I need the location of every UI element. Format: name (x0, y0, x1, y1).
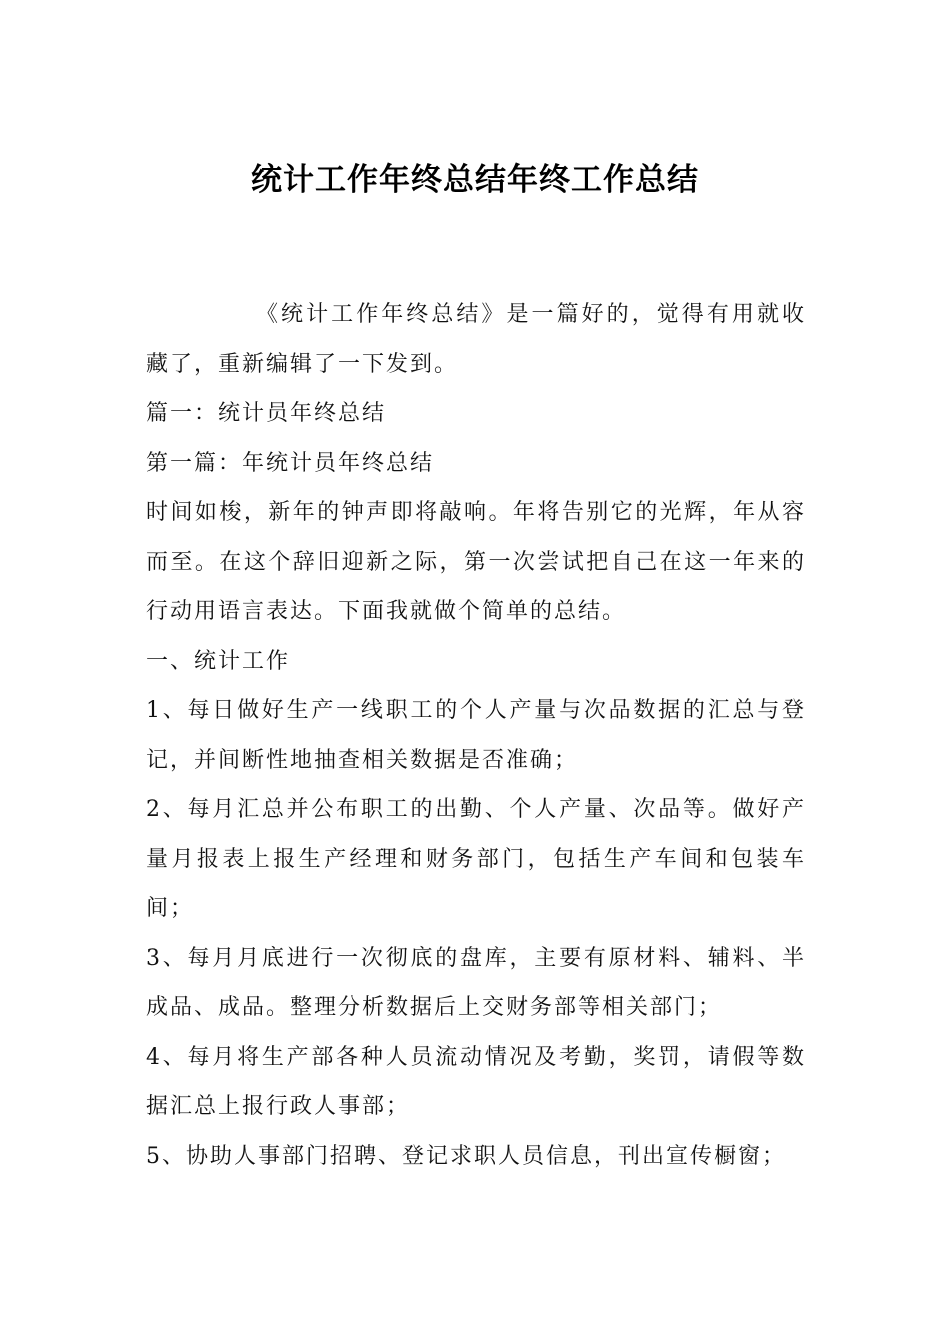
list-item: 1、每日做好生产一线职工的个人产量与次品数据的汇总与登记，并间断性地抽查相关数据是否准确； (146, 698, 806, 773)
list-item: 3、每月月底进行一次彻底的盘库，主要有原材料、辅料、半成品、成品。整理分析数据后上交财务部等相关部门； (146, 945, 806, 1020)
intro-paragraph: 《统计工作年终总结》是一篇好的，觉得有用就收藏了，重新编辑了一下发到。 (146, 302, 806, 377)
section-heading: 第一篇：年统计员年终总结 (146, 450, 435, 476)
list-item: 4、每月将生产部各种人员流动情况及考勤，奖罚，请假等数据汇总上报行政人事部； (146, 1044, 806, 1119)
list-item: 5、协助人事部门招聘、登记求职人员信息，刊出宣传橱窗； (146, 1143, 786, 1169)
document-body (146, 290, 806, 1181)
document-title: 统计工作年终总结年终工作总结 (251, 162, 699, 198)
opening-paragraph: 时间如梭，新年的钟声即将敲响。年将告别它的光辉，年从容而至。在这个辞旧迎新之际，第一次尝试把自己在这一年来的行动用语言表达。下面我就做个简单的总结。 (146, 500, 806, 624)
chapter-heading: 篇一：统计员年终总结 (146, 401, 387, 426)
subsection-heading: 一、统计工作 (146, 648, 291, 674)
list-item: 2、每月汇总并公布职工的出勤、个人产量、次品等。做好产量月报表上报生产经理和财务部门，包括生产车间和包装车间； (146, 797, 806, 921)
